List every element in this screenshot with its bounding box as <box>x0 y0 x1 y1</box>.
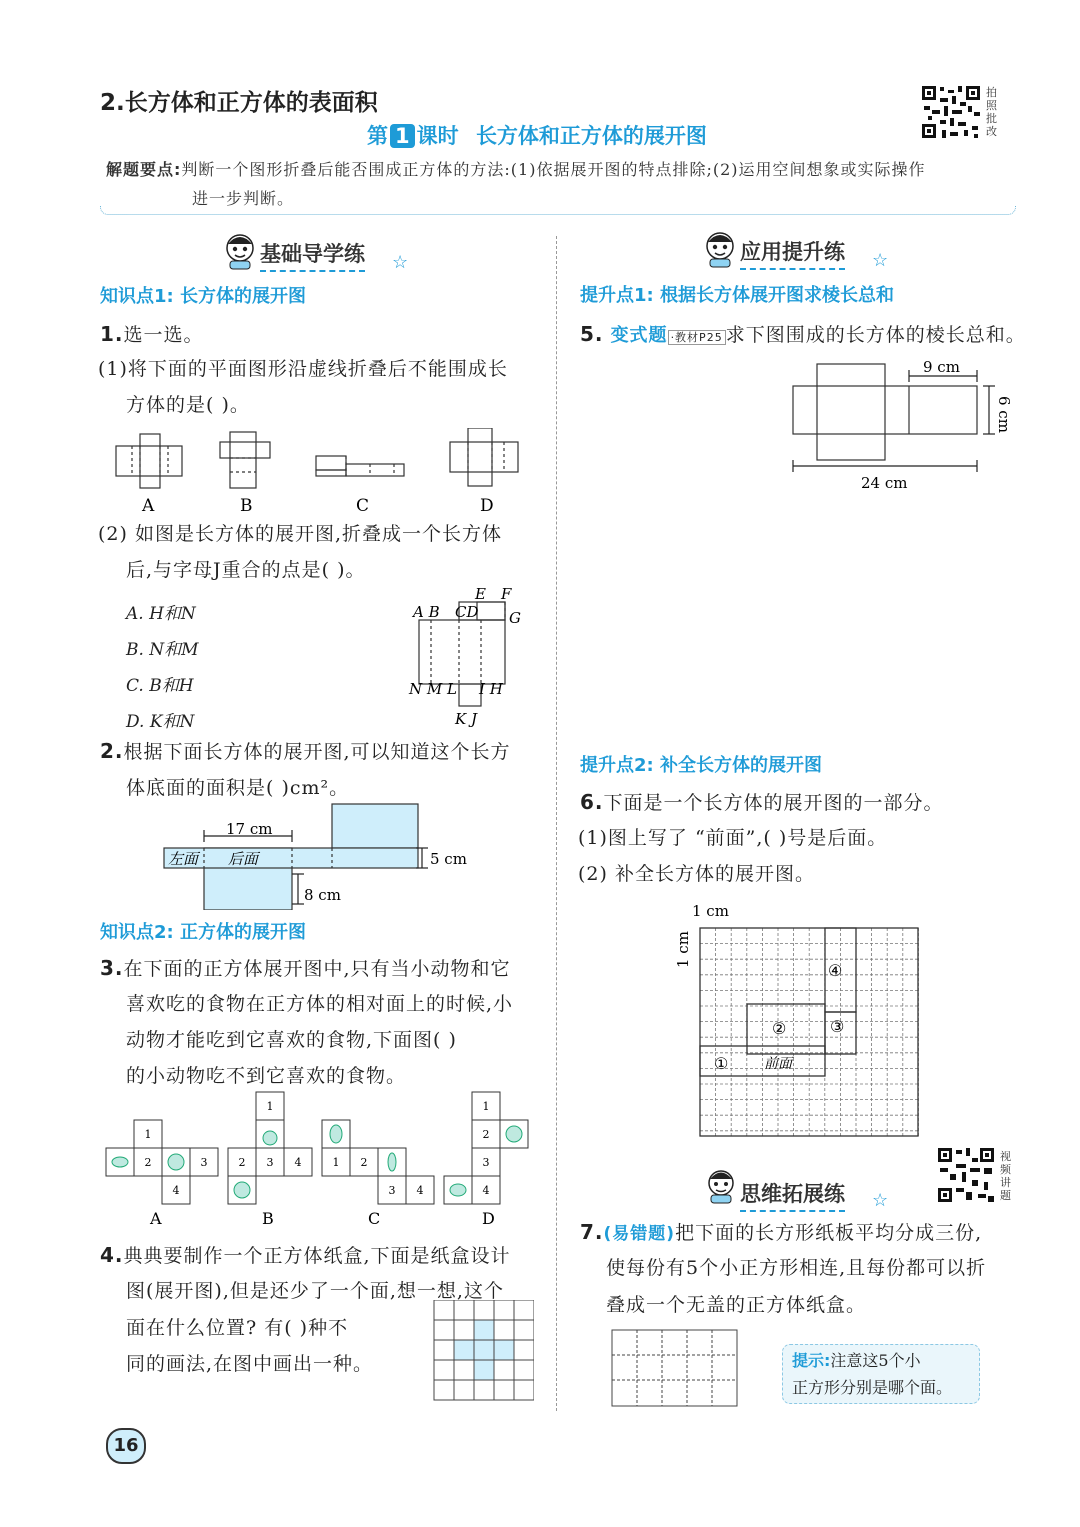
qr-code-icon[interactable] <box>920 84 982 140</box>
improve-point-2: 提升点2: 补全长方体的展开图 <box>580 755 822 776</box>
q2-net-figure <box>160 800 480 910</box>
question-3 <box>100 950 511 987</box>
q1-label-c: C <box>356 496 370 516</box>
mascot-icon <box>222 232 258 270</box>
q1-option-b[interactable]: B. N和M <box>126 640 199 660</box>
question-5 <box>580 316 1026 356</box>
q1-label-d: D <box>480 496 494 516</box>
fig-letters-kj: K J <box>455 710 477 728</box>
q5-net-figure <box>785 352 1025 492</box>
fig-letters-ih: I H <box>479 680 503 698</box>
question-2 <box>100 733 511 770</box>
q1-option-a[interactable]: A. H和N <box>126 604 196 624</box>
fig-letter-f: F <box>501 585 512 603</box>
fig-letter-e: E <box>475 585 486 603</box>
c-cell-4: 4 <box>416 1184 424 1197</box>
lesson-suffix: 课时 <box>416 124 459 148</box>
mascot-icon-2 <box>702 230 738 268</box>
section-title-apply: 应用提升练 <box>740 236 845 270</box>
q3-line4: 的小动物吃不到它喜欢的食物。 <box>126 1065 407 1087</box>
peach-icon <box>263 1131 277 1145</box>
rabbit-icon <box>330 1125 342 1143</box>
q1-option-d[interactable]: D. K和N <box>126 712 195 732</box>
mark-4: ④ <box>828 961 843 980</box>
question-1 <box>100 316 204 353</box>
section-title-basic: 基础导学练 <box>260 238 365 272</box>
cat-icon <box>168 1154 184 1170</box>
q3-label-b: B <box>262 1209 274 1228</box>
q1-nets-figure <box>108 428 528 518</box>
q3-number: 3. <box>100 956 124 980</box>
dim-17cm: 17 cm <box>226 820 273 838</box>
mark-1: ① <box>714 1054 729 1073</box>
fish-icon <box>112 1157 128 1167</box>
section-title-extend: 思维拓展练 <box>740 1178 845 1212</box>
lesson-prefix: 第 <box>367 124 388 148</box>
q3-label-c: C <box>368 1209 381 1228</box>
front-face: 前面 <box>764 1056 792 1072</box>
q1-options <box>126 596 199 740</box>
q3-line3: 动物才能吃到它喜欢的食物,下面图( ) <box>126 1029 457 1051</box>
q3-line2: 喜欢吃的食物在正方体的相对面上的时候,小 <box>126 993 514 1015</box>
mark-3: ③ <box>830 1017 845 1036</box>
question-4 <box>100 1237 511 1274</box>
q3-label-d: D <box>482 1209 495 1228</box>
q1-part2-line1: (2) 如图是长方体的展开图,折叠成一个长方体 <box>98 523 502 545</box>
q4-number: 4. <box>100 1243 124 1267</box>
q4-line3: 面在什么位置? 有( )种不 <box>126 1317 349 1339</box>
unit-1cm-y: 1 cm <box>674 931 692 968</box>
dim-5cm: 5 cm <box>430 850 467 868</box>
d-cell-3: 3 <box>482 1156 490 1169</box>
page-number: 16 <box>106 1428 146 1464</box>
q4-grid-figure[interactable] <box>432 1300 534 1404</box>
mascot-icon-3 <box>704 1168 738 1204</box>
fig-letter-g: G <box>509 609 521 627</box>
q7-line3: 叠成一个无盖的正方体纸盒。 <box>606 1294 867 1316</box>
q2-line1: 根据下面长方体的展开图,可以知道这个长方 <box>123 741 511 763</box>
b-cell-4: 4 <box>294 1156 302 1169</box>
a-cell-3: 3 <box>200 1156 208 1169</box>
tip-line2: 进一步判断。 <box>192 189 295 208</box>
fig-letters-cd: CD <box>455 603 479 621</box>
qr2-label: 视频讲题 <box>1000 1150 1011 1202</box>
fig-letters-nml: N M L <box>409 680 457 698</box>
q1-part1-line2: 方体的是( )。 <box>126 394 250 416</box>
q6-part1: (1)图上写了 “前面”,( )号是后面。 <box>578 827 888 849</box>
tip-label: 解题要点: <box>106 160 182 179</box>
c-cell-2: 2 <box>360 1156 368 1169</box>
improve-point-1: 提升点1: 根据长方体展开图求棱长总和 <box>580 285 894 306</box>
q3-cube-nets-figure <box>102 1090 532 1230</box>
q1-label-b: B <box>240 496 253 516</box>
knowledge-point-1: 知识点1: 长方体的展开图 <box>100 286 306 307</box>
hint-line2: 正方形分别是哪个面。 <box>792 1378 953 1397</box>
d-cell-1: 1 <box>482 1100 490 1113</box>
q6-number: 6. <box>580 790 604 814</box>
star-icon: ☆ <box>392 252 409 273</box>
a-cell-2: 2 <box>144 1156 152 1169</box>
tip-line1: 判断一个图形折叠后能否围成正方体的方法:(1)依据展开图的特点排除;(2)运用空间想象或实际操作 <box>181 160 926 179</box>
q6-grid-figure[interactable] <box>670 898 930 1142</box>
dog-icon <box>234 1182 250 1198</box>
dim-8cm: 8 cm <box>304 886 341 904</box>
q4-line1: 典典要制作一个正方体纸盒,下面是纸盒设计 <box>123 1245 511 1267</box>
b-cell-2: 2 <box>238 1156 246 1169</box>
lesson-title-line <box>367 120 707 150</box>
b-cell-3: 3 <box>266 1156 274 1169</box>
q4-line4: 同的画法,在图中画出一种。 <box>126 1353 374 1375</box>
dog-head-icon <box>506 1126 522 1142</box>
star-icon-2: ☆ <box>872 250 889 271</box>
carrot-icon <box>388 1153 396 1171</box>
face-back: 后面 <box>228 850 259 868</box>
a-cell-4: 4 <box>172 1184 180 1197</box>
lesson-title: 长方体和正方体的展开图 <box>475 124 707 148</box>
q2-line2: 体底面的面积是( )cm²。 <box>126 777 350 799</box>
drumstick-icon <box>450 1184 466 1196</box>
column-divider <box>556 236 557 1411</box>
q6-part2: (2) 补全长方体的展开图。 <box>578 863 815 885</box>
d-cell-2: 2 <box>482 1128 490 1141</box>
hint-text <box>792 1347 952 1401</box>
q1-cuboid-net-figure <box>405 582 535 730</box>
a-cell-1: 1 <box>144 1128 152 1141</box>
q7-number: 7. <box>580 1220 604 1244</box>
star-icon-3: ☆ <box>872 1190 889 1211</box>
q5-text: 求下图围成的长方体的棱长总和。 <box>725 324 1026 346</box>
hint-label: 提示: <box>792 1351 831 1370</box>
q1-part1-line1: (1)将下面的平面图形沿虚线折叠后不能围成长 <box>98 358 508 380</box>
dim-6cm: 6 cm <box>995 396 1013 433</box>
question-6 <box>580 784 944 821</box>
q7-tag: (易错题) <box>603 1224 676 1244</box>
face-left: 左面 <box>168 850 199 868</box>
dim-9cm: 9 cm <box>923 358 960 376</box>
qr-code-video-icon[interactable] <box>936 1146 996 1204</box>
question-7 <box>580 1214 982 1252</box>
c-cell-1: 1 <box>332 1156 340 1169</box>
q7-line1: 把下面的长方形纸板平均分成三份, <box>675 1222 983 1244</box>
q3-label-a: A <box>150 1209 162 1228</box>
c-cell-3: 3 <box>388 1184 396 1197</box>
q4-line2: 图(展开图),但是还少了一个面,想一想,这个 <box>126 1280 504 1302</box>
tip-box <box>106 155 926 213</box>
q5-tag-source: ·教材P25 <box>668 330 726 345</box>
qr-label: 拍照批改 <box>986 86 997 138</box>
q1-option-c[interactable]: C. B和H <box>126 676 194 696</box>
q1-number: 1. <box>100 322 124 346</box>
q7-grid-figure[interactable] <box>610 1328 742 1410</box>
fig-letters-ab: A B <box>413 603 440 621</box>
lesson-number-badge: 1 <box>390 124 415 148</box>
q1-label-a: A <box>142 496 155 516</box>
mark-2: ② <box>772 1019 787 1038</box>
knowledge-point-2: 知识点2: 正方体的展开图 <box>100 922 306 943</box>
q1-part2-line2: 后,与字母J重合的点是( )。 <box>126 559 366 581</box>
q5-tag: 变式题 <box>610 325 668 346</box>
q3-line1: 在下面的正方体展开图中,只有当小动物和它 <box>123 958 511 980</box>
unit-1cm-x: 1 cm <box>692 902 729 920</box>
q5-number: 5. <box>580 322 604 346</box>
q6-line1: 下面是一个长方体的展开图的一部分。 <box>603 792 944 814</box>
tip-divider <box>100 206 1016 215</box>
q1-text: 选一选。 <box>123 324 204 346</box>
q7-line2: 使每份有5个小正方形相连,且每份都可以折 <box>606 1257 987 1279</box>
dim-24cm: 24 cm <box>861 474 908 492</box>
hint-line1: 注意这5个小 <box>830 1351 921 1370</box>
b-cell-1: 1 <box>266 1100 274 1113</box>
d-cell-4: 4 <box>482 1184 490 1197</box>
q2-number: 2. <box>100 739 124 763</box>
chapter-title: 2.长方体和正方体的表面积 <box>100 90 378 116</box>
